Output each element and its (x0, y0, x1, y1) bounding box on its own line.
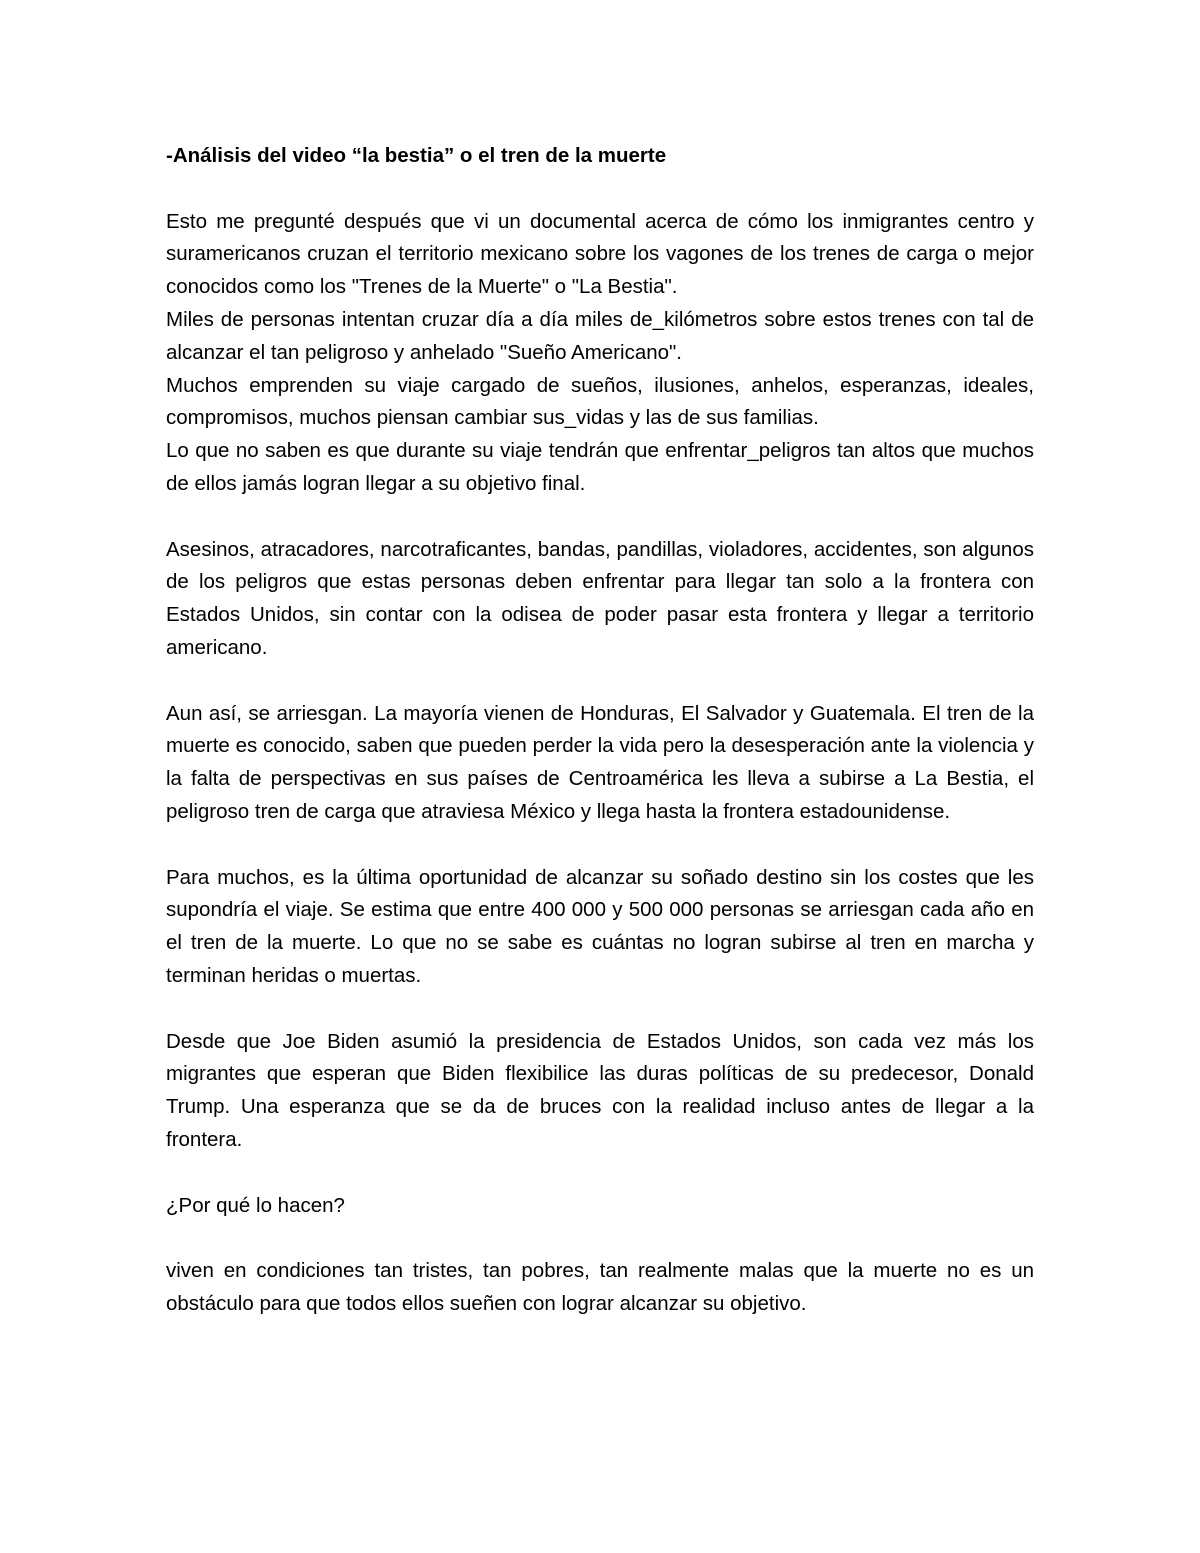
question-heading: ¿Por qué lo hacen? (166, 1193, 345, 1217)
intro-paragraph (166, 206, 1034, 501)
paragraph-conclusion: viven en condiciones tan tristes, tan pobres, tan realmente malas que la muerte no es un obstáculo para que todos ellos sueñen con lograr alcanzar su objetivo. (166, 1259, 1034, 1315)
document-title: -Análisis del video “la bestia” o el tren de la muerte (166, 144, 667, 167)
intro-sentence: Muchos emprenden su viaje cargado de sueños, ilusiones, anhelos, esperanzas, ideales, compromisos, muchos piensan cambiar sus_vidas y las de sus familias. (166, 373, 1034, 430)
intro-sentence: Esto me pregunté después que vi un documental acerca de cómo los inmigrantes centro y suramericanos cruzan el territorio mexicano sobre los vagones de los trenes de carga o mejor conocidos como los "Trenes de la Muerte" o "La Bestia". (166, 209, 1034, 299)
intro-sentence: Lo que no saben es que durante su viaje tendrán que enfrentar_peligros tan altos que muchos de ellos jamás logran llegar a su objetivo final. (166, 439, 1034, 495)
document-body (166, 140, 1034, 1321)
paragraph-dangers: Asesinos, atracadores, narcotraficantes, bandas, pandillas, violadores, accidentes, son algunos de los peligros que estas personas deben enfrentar para llegar tan solo a la frontera con Estados Unidos, sin contar con la odisea de poder pasar esta frontera y llegar a territorio americano. (166, 537, 1034, 659)
paragraph-statistics: Para muchos, es la última oportunidad de alcanzar su soñado destino sin los costes que les supondría el viaje. Se estima que entre 400 000 y 500 000 personas se arriesgan cada año en el tren de la muerte. Lo que no se sabe es cuántas no logran subirse al tren en marcha y terminan heridas o muertas. (166, 865, 1034, 987)
paragraph-biden: Desde que Joe Biden asumió la presidencia de Estados Unidos, son cada vez más los migrantes que esperan que Biden flexibilice las duras políticas de su predecesor, Donald Trump. Una esperanza que se da de bruces con la realidad incluso antes de llegar a la frontera. (166, 1029, 1034, 1151)
intro-sentence: Miles de personas intentan cruzar día a día miles de_kilómetros sobre estos trenes con tal de alcanzar el tan peligroso y anhelado "Sueño Americano". (166, 307, 1034, 364)
paragraph-origins: Aun así, se arriesgan. La mayoría vienen de Honduras, El Salvador y Guatemala. El tren de la muerte es conocido, saben que pueden perder la vida pero la desesperación ante la violencia y la falta de perspectivas en sus países de Centroamérica les lleva a subirse a La Bestia, el peligroso tren de carga que atraviesa México y llega hasta la frontera estadounidense. (166, 701, 1034, 823)
